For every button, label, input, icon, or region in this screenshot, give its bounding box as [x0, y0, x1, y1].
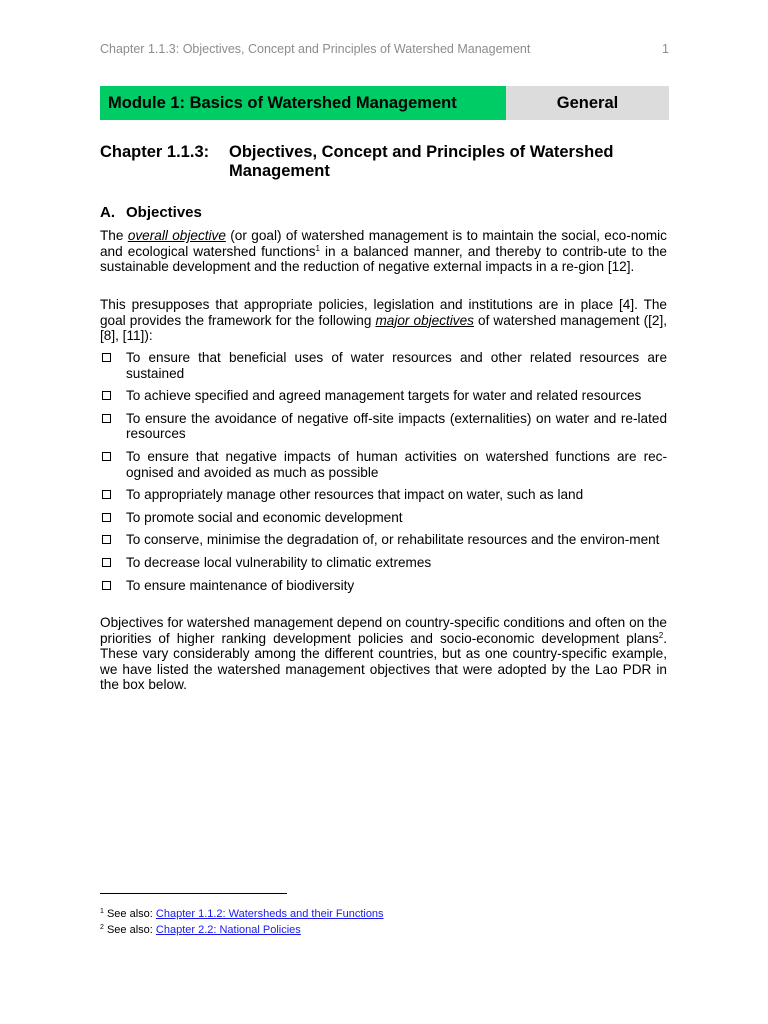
chapter-title-text: Objectives, Concept and Principles of Watershed Management — [229, 143, 614, 180]
footnote-1 — [100, 907, 384, 923]
paragraph-text: The — [100, 228, 128, 243]
footnote-link-chapter-2-2[interactable]: Chapter 2.2: National Policies — [155, 923, 301, 936]
paragraph-text: in a balanced manner, and thereby to contrib-ute to the sustainable development and the reduction of negative external impacts in a re-gion [12]. — [100, 243, 667, 275]
checkbox-bullet-icon — [102, 558, 111, 567]
module-title: Module 1: Basics of Watershed Management — [100, 86, 506, 120]
footnote-prefix: See also: — [103, 923, 156, 936]
paragraph-country-specific — [100, 615, 667, 693]
running-header-title: Chapter 1.1.3: Objectives, Concept and Principles of Watershed Management — [100, 42, 531, 56]
list-item-text: To decrease local vulnerability to climatic extremes — [126, 554, 432, 570]
paragraph-major-objectives — [100, 297, 667, 344]
checkbox-bullet-icon — [102, 414, 111, 423]
checkbox-bullet-icon — [102, 535, 111, 544]
list-item-text: To ensure that beneficial uses of water resources and other related resources are sustained — [126, 350, 667, 381]
list-item — [100, 555, 667, 571]
list-item — [100, 388, 667, 404]
footnote-ref-2[interactable]: 2 — [658, 630, 664, 640]
checkbox-bullet-icon — [102, 513, 111, 522]
paragraph-overall-objective — [100, 228, 667, 275]
footnote-link-chapter-1-1-2[interactable]: Chapter 1.1.2: Watersheds and their Functions — [155, 908, 384, 920]
list-item — [100, 510, 667, 526]
checkbox-bullet-icon — [102, 452, 111, 461]
list-item — [100, 411, 667, 442]
footnote-ref-1[interactable]: 1 — [315, 243, 320, 253]
list-item-text: To ensure maintenance of biodiversity — [126, 577, 355, 593]
module-banner — [100, 86, 669, 120]
footnote-mark: 2 — [100, 923, 104, 931]
footnotes — [100, 907, 384, 938]
footnote-mark: 1 — [100, 908, 104, 915]
chapter-number: Chapter 1.1.3: — [100, 143, 210, 161]
list-item — [100, 449, 667, 480]
list-item-text: To conserve, minimise the degradation of, or rehabilitate resources and the environ-ment — [126, 532, 660, 548]
paragraph-text: (or goal) of watershed management is to maintain the social, eco-nomic and ecological watershed functions — [100, 228, 667, 259]
paragraph-text: This presupposes that appropriate policies, legislation and institutions are in place [4]. The goal provides the framework for the following — [100, 297, 667, 328]
paragraph-text: of watershed management ([2], [8], [11]): — [100, 312, 667, 344]
page-number: 1 — [662, 42, 669, 56]
list-item — [100, 532, 667, 548]
list-item-text: To achieve specified and agreed management targets for water and related resources — [126, 388, 642, 404]
paragraph-text: Objectives for watershed management depend on country-specific conditions and often on the priorities of higher ranking development policies and socio-economic development plans — [100, 615, 667, 646]
emphasis-major-objectives: major objectives — [375, 312, 474, 328]
list-item — [100, 578, 667, 594]
checkbox-bullet-icon — [102, 581, 111, 590]
running-header — [100, 42, 669, 58]
footnote-separator — [100, 893, 287, 894]
checkbox-bullet-icon — [102, 353, 111, 362]
footnote-prefix: See also: — [103, 908, 156, 920]
list-item-text: To appropriately manage other resources that impact on water, such as land — [126, 487, 584, 503]
module-type-label: General — [506, 86, 669, 120]
objectives-list — [100, 350, 667, 600]
section-heading — [100, 204, 202, 221]
section-heading-text: Objectives — [126, 204, 202, 221]
list-item — [100, 487, 667, 503]
paragraph-text: . These vary considerably among the different countries, but as one country-specific example, we have listed the watershed management objectives that were adopted by the Lao PDR in the box below. — [100, 630, 667, 693]
emphasis-overall-objective: overall objective — [127, 228, 226, 243]
section-letter: A. — [100, 204, 115, 221]
list-item-text: To promote social and economic development — [126, 509, 403, 525]
checkbox-bullet-icon — [102, 490, 111, 499]
list-item — [100, 350, 667, 381]
checkbox-bullet-icon — [102, 391, 111, 400]
footnote-2 — [100, 923, 384, 939]
list-item-text: To ensure the avoidance of negative off-site impacts (externalities) on water and re-lated resources — [126, 410, 667, 442]
list-item-text: To ensure that negative impacts of human activities on watershed functions are rec-ognised and avoided as much as possible — [126, 448, 667, 480]
